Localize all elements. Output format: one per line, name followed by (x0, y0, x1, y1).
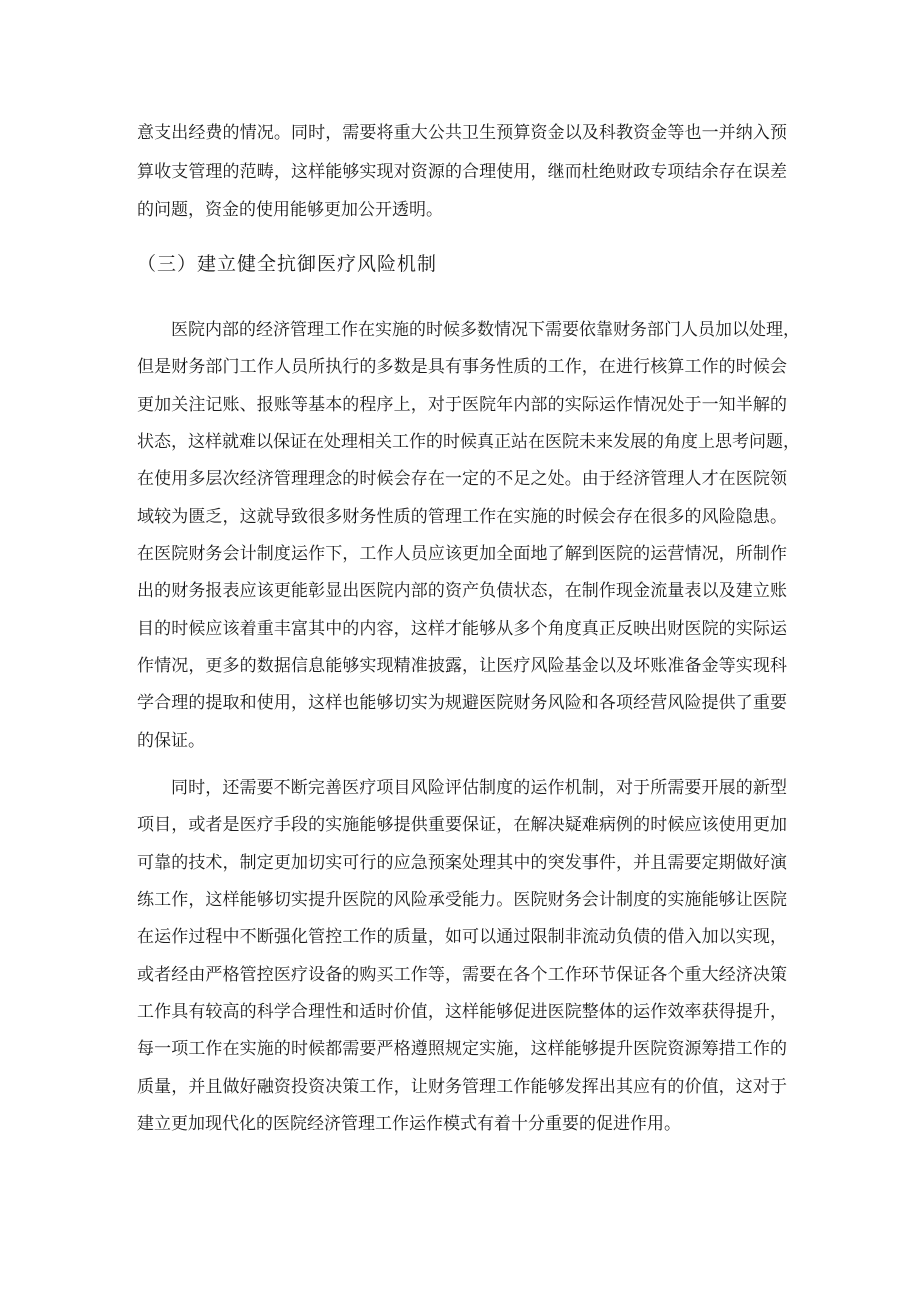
para3-line-10: 建立更加现代化的医院经济管理工作运作模式有着十分重要的促进作用。 (137, 1114, 681, 1134)
para2-line-6: 域较为匮乏，这就导致很多财务性质的管理工作在实施的时候会存在很多的风险隐患。 (137, 507, 787, 527)
para1-line-1: 意支出经费的情况。同时，需要将重大公共卫生预算资金以及科教资金等也一并纳入预 (137, 123, 787, 143)
para2-line-11: 学合理的提取和使用，这样也能够切实为规避医院财务风险和各项经营风险提供了重要 (137, 693, 787, 713)
para3-line-5: 在运作过程中不断强化管控工作的质量，如可以通过限制非流动负债的借入加以实现， (137, 927, 787, 947)
para3-line-8: 每一项工作在实施的时候都需要严格遵照规定实施，这样能够提升医院资源筹措工作的 (137, 1039, 787, 1059)
para3-line-6: 或者经由严格管控医疗设备的购买工作等，需要在各个工作环节保证各个重大经济决策 (137, 965, 787, 985)
para2-line-3: 更加关注记账、报账等基本的程序上，对于医院年内部的实际运作情况处于一知半解的 (137, 395, 787, 415)
para3-line-7: 工作具有较高的科学合理性和适时价值，这样能够促进医院整体的运作效率获得提升， (137, 1002, 787, 1022)
para1-line-2: 算收支管理的范畴，这样能够实现对资源的合理使用，继而杜绝财政专项结余存在误差 (137, 162, 787, 182)
para3-line-4: 练工作，这样能够切实提升医院的风险承受能力。医院财务会计制度的实施能够让医院 (137, 890, 787, 910)
para2-line-7: 在医院财务会计制度运作下，工作人员应该更加全面地了解到医院的运营情况，所制作 (137, 544, 787, 564)
section-heading: （三）建立健全抗御医疗风险机制 (137, 253, 438, 275)
para3-line-9: 质量，并且做好融资投资决策工作，让财务管理工作能够发挥出其应有的价值，这对于 (137, 1077, 787, 1097)
para2-line-10: 作情况，更多的数据信息能够实现精准披露，让医疗风险基金以及坏账准备金等实现科 (137, 656, 787, 676)
para2-line-12: 的保证。 (137, 731, 205, 751)
para1-line-3: 的问题，资金的使用能够更加公开透明。 (137, 200, 443, 220)
para2-line-1: 医院内部的经济管理工作在实施的时候多数情况下需要依靠财务部门人员加以处理， (171, 320, 800, 340)
para2-line-2: 但是财务部门工作人员所执行的多数是具有事务性质的工作，在进行核算工作的时候会 (137, 357, 787, 377)
para3-line-3: 可靠的技术，制定更加切实可行的应急预案处理其中的突发事件，并且需要定期做好演 (137, 853, 787, 873)
para3-line-1: 同时，还需要不断完善医疗项目风险评估制度的运作机制，对于所需要开展的新型 (171, 778, 787, 798)
para2-line-5: 在使用多层次经济管理理念的时候会存在一定的不足之处。由于经济管理人才在医院领 (137, 469, 787, 489)
para3-line-2: 项目，或者是医疗手段的实施能够提供重要保证，在解决疑难病例的时候应该使用更加 (137, 815, 787, 835)
para2-line-4: 状态，这样就难以保证在处理相关工作的时候真正站在医院未来发展的角度上思考问题， (137, 432, 800, 452)
para2-line-9: 目的时候应该着重丰富其中的内容，这样才能够从多个角度真正反映出财医院的实际运 (137, 619, 787, 639)
para2-line-8: 出的财务报表应该更能彰显出医院内部的资产负债状态，在制作现金流量表以及建立账 (137, 581, 787, 601)
